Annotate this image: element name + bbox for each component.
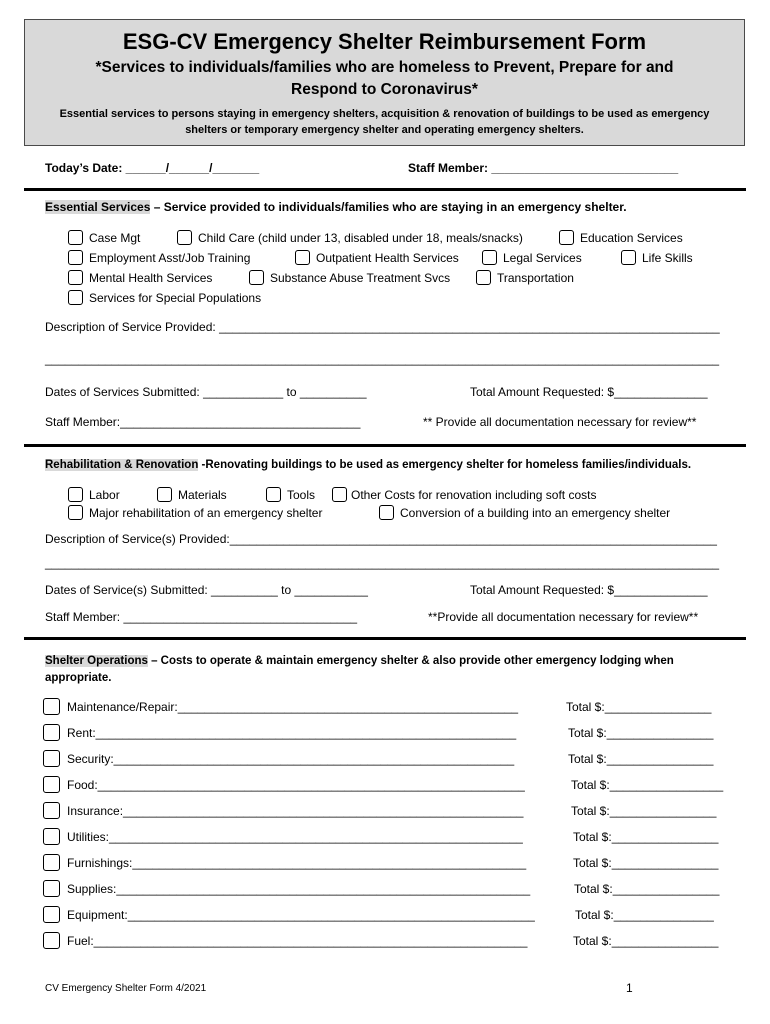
rehab-tag: Rehabilitation & Renovation bbox=[45, 459, 199, 471]
checkbox[interactable] bbox=[68, 290, 83, 305]
option-employment-training[interactable]: Employment Asst/Job Training bbox=[68, 250, 250, 265]
option-materials[interactable]: Materials bbox=[157, 487, 227, 502]
checkbox[interactable] bbox=[559, 230, 574, 245]
checkbox[interactable] bbox=[43, 724, 60, 741]
option-mental-health[interactable]: Mental Health Services bbox=[68, 270, 212, 285]
checkbox[interactable] bbox=[43, 776, 60, 793]
checkbox[interactable] bbox=[68, 230, 83, 245]
operations-row-fuel[interactable]: Fuel:_________________________________________________________________ Total $:________________ bbox=[43, 932, 66, 952]
rehab-heading bbox=[45, 459, 691, 471]
operations-row-food[interactable]: Food:________________________________________________________________ Total $:_________________ bbox=[43, 776, 66, 796]
section-divider bbox=[24, 444, 746, 447]
form-header bbox=[24, 19, 745, 146]
option-transportation[interactable]: Transportation bbox=[476, 270, 574, 285]
checkbox[interactable] bbox=[68, 250, 83, 265]
operations-row-maintenance[interactable]: Maintenance/Repair:___________________________________________________ Total $:________________ bbox=[43, 698, 66, 718]
rehab-staff-field[interactable]: Staff Member: ___________________________________ bbox=[45, 610, 358, 624]
option-substance-abuse[interactable]: Substance Abuse Treatment Svcs bbox=[249, 270, 450, 285]
rehab-heading-text: -Renovating buildings to be used as emergency shelter for homeless families/individuals. bbox=[198, 459, 692, 471]
operations-row-security[interactable]: Security:____________________________________________________________ Total $:________________ bbox=[43, 750, 66, 770]
checkbox[interactable] bbox=[43, 698, 60, 715]
checkbox[interactable] bbox=[43, 932, 60, 949]
checkbox[interactable] bbox=[379, 505, 394, 520]
operations-row-equipment[interactable]: Equipment:_____________________________________________________________ Total $:_______________ bbox=[43, 906, 66, 926]
todays-date-field[interactable]: Today’s Date: ______/______/_______ bbox=[45, 161, 260, 175]
option-labor[interactable]: Labor bbox=[68, 487, 120, 502]
section-divider bbox=[24, 188, 746, 191]
option-legal-services[interactable]: Legal Services bbox=[482, 250, 582, 265]
page-number: 1 bbox=[626, 981, 633, 995]
operations-row-rent[interactable]: Rent:_______________________________________________________________ Total $:________________ bbox=[43, 724, 66, 744]
checkbox[interactable] bbox=[177, 230, 192, 245]
operations-row-utilities[interactable]: Utilities:______________________________________________________________ Total $:________________ bbox=[43, 828, 66, 848]
checkbox[interactable] bbox=[68, 505, 83, 520]
essential-staff-field[interactable]: Staff Member:____________________________________ bbox=[45, 415, 361, 429]
option-tools[interactable]: Tools bbox=[266, 487, 315, 502]
checkbox[interactable] bbox=[295, 250, 310, 265]
staff-member-field[interactable]: Staff Member: ____________________________ bbox=[408, 161, 679, 175]
rehab-amount-field[interactable]: Total Amount Requested: $______________ bbox=[470, 583, 708, 597]
option-case-mgt[interactable]: Case Mgt bbox=[68, 230, 140, 245]
essential-amount-field[interactable]: Total Amount Requested: $______________ bbox=[470, 385, 708, 399]
form-title: ESG-CV Emergency Shelter Reimbursement Form bbox=[122, 29, 647, 54]
checkbox[interactable] bbox=[43, 750, 60, 767]
checkbox[interactable] bbox=[68, 487, 83, 502]
essential-dates-field[interactable]: Dates of Services Submitted: ____________ to __________ bbox=[45, 385, 367, 399]
operations-heading bbox=[45, 653, 725, 687]
rehab-description-line-2[interactable]: _____________________________________________________________________________________________________ bbox=[45, 556, 720, 570]
option-major-rehab[interactable]: Major rehabilitation of an emergency shelter bbox=[68, 505, 322, 520]
operations-row-supplies[interactable]: Supplies:______________________________________________________________ Total $:________________ bbox=[43, 880, 66, 900]
checkbox[interactable] bbox=[43, 802, 60, 819]
checkbox[interactable] bbox=[68, 270, 83, 285]
option-child-care[interactable]: Child Care (child under 13, disabled under 18, meals/snacks) bbox=[177, 230, 523, 245]
option-special-populations[interactable]: Services for Special Populations bbox=[68, 290, 261, 305]
essential-services-heading bbox=[45, 200, 627, 214]
rehab-description-field[interactable]: Description of Service(s) Provided:_________________________________________________________________________ bbox=[45, 532, 717, 546]
option-life-skills[interactable]: Life Skills bbox=[621, 250, 693, 265]
form-subtitle: *Services to individuals/families who are homeless to Prevent, Prepare for and Respond to Coronavirus* bbox=[95, 59, 674, 98]
checkbox[interactable] bbox=[43, 828, 60, 845]
checkbox[interactable] bbox=[332, 487, 347, 502]
operations-heading-text: – Costs to operate & maintain emergency shelter & also provide other emergency lodging when appropriate. bbox=[45, 655, 674, 684]
checkbox[interactable] bbox=[482, 250, 497, 265]
option-education-services[interactable]: Education Services bbox=[559, 230, 683, 245]
operations-row-insurance[interactable]: Insurance:____________________________________________________________ Total $:________________ bbox=[43, 802, 66, 822]
checkbox[interactable] bbox=[249, 270, 264, 285]
checkbox[interactable] bbox=[476, 270, 491, 285]
essential-description-line-2[interactable]: _____________________________________________________________________________________________________ bbox=[45, 352, 720, 366]
checkbox[interactable] bbox=[157, 487, 172, 502]
option-outpatient-health[interactable]: Outpatient Health Services bbox=[295, 250, 459, 265]
rehab-documentation-note: **Provide all documentation necessary for review** bbox=[428, 610, 699, 624]
essential-description-field[interactable]: Description of Service Provided: ___________________________________________________________________________ bbox=[45, 320, 720, 334]
checkbox[interactable] bbox=[43, 854, 60, 871]
rehab-dates-field[interactable]: Dates of Service(s) Submitted: __________ to ___________ bbox=[45, 583, 368, 597]
essential-services-heading-text: – Service provided to individuals/families who are staying in an emergency shelter. bbox=[150, 200, 627, 214]
section-divider bbox=[24, 637, 746, 640]
option-other-costs[interactable]: Other Costs for renovation including soft costs bbox=[332, 487, 596, 502]
checkbox[interactable] bbox=[43, 880, 60, 897]
footer-form-id: CV Emergency Shelter Form 4/2021 bbox=[45, 983, 207, 994]
checkbox[interactable] bbox=[621, 250, 636, 265]
operations-tag: Shelter Operations bbox=[45, 655, 148, 667]
operations-row-furnishings[interactable]: Furnishings:___________________________________________________________ Total $:________________ bbox=[43, 854, 66, 874]
checkbox[interactable] bbox=[266, 487, 281, 502]
form-description: Essential services to persons staying in emergency shelters, acquisition & renovation of buildings to be used as emergency shelters or temporary emergency shelter and operating emergency shelters. bbox=[59, 108, 710, 136]
essential-documentation-note: ** Provide all documentation necessary for review** bbox=[423, 415, 697, 429]
checkbox[interactable] bbox=[43, 906, 60, 923]
option-conversion[interactable]: Conversion of a building into an emergency shelter bbox=[379, 505, 670, 520]
essential-services-tag: Essential Services bbox=[45, 200, 151, 214]
